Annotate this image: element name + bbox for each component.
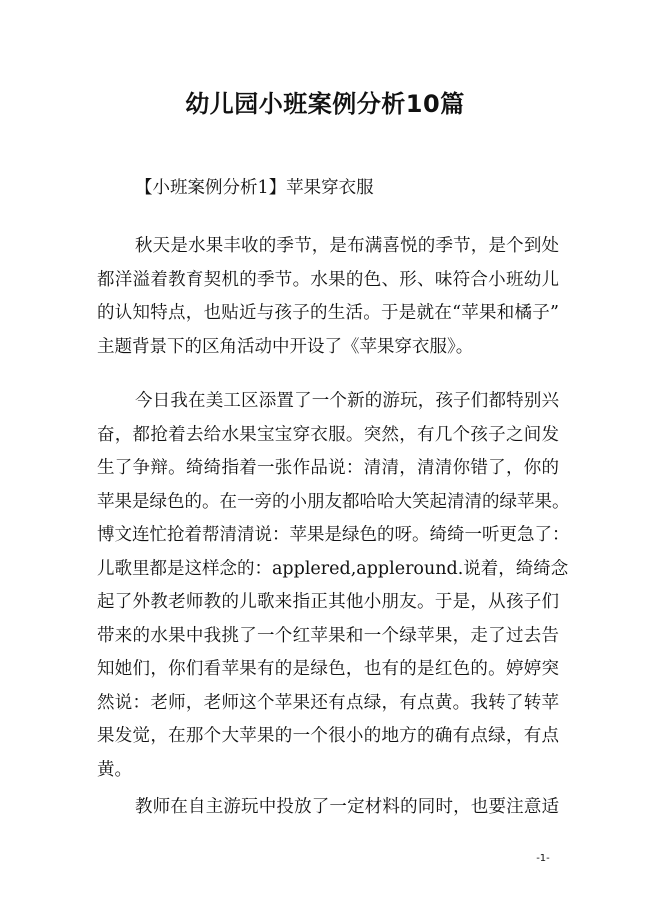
section-heading: 【小班案例分析1】苹果穿衣服 [135, 178, 374, 198]
paragraph-line: 果发觉，在那个大苹果的一个很小的地方的确有点绿，有点 [97, 726, 559, 746]
paragraph-line: 带来的水果中我挑了一个红苹果和一个绿苹果，走了过去告 [97, 625, 559, 646]
paragraph-line: 儿歌里都是这样念的：applered,appleround.说着，绮绮念 [97, 558, 569, 579]
paragraph-3 [97, 791, 559, 825]
paragraph-line: 秋天是水果丰收的季节，是布满喜悦的季节，是个到处 [135, 236, 559, 256]
page-number: -1- [536, 853, 550, 864]
paragraph-line: 苹果是绿色的。在一旁的小朋友都哈哈大笑起清清的绿苹果。 [97, 491, 570, 512]
paragraph-line: 都洋溢着教育契机的季节。水果的色、形、味符合小班幼儿 [97, 269, 559, 290]
paragraph-line: 博文连忙抢着帮清清说：苹果是绿色的呀。绮绮一听更急了： [97, 525, 570, 545]
paragraph-line: 黄。 [97, 759, 132, 780]
paragraph-line: 教师在自主游玩中投放了一定材料的同时，也要注意适 [135, 797, 559, 817]
paragraph-line: 生了争辩。绮绮指着一张作品说：清清，清清你错了，你的 [97, 458, 559, 478]
paragraph-line: 主题背景下的区角活动中开设了《苹果穿衣服》。 [97, 336, 474, 357]
paragraph-line: 然说：老师，老师这个苹果还有点绿，有点黄。我转了转苹 [97, 692, 559, 713]
paragraph-line: 知她们，你们看苹果有的是绿色，也有的是红色的。婷婷突 [97, 659, 559, 679]
document-title: 幼儿园小班案例分析10篇 [185, 90, 465, 118]
paragraph-line: 的认知特点，也贴近与孩子的生活。于是就在“苹果和橘子” [97, 303, 559, 323]
paragraph-line: 奋，都抢着去给水果宝宝穿衣服。突然，有几个孩子之间发 [97, 424, 559, 445]
paragraph-line: 起了外教老师教的儿歌来指正其他小朋友。于是，从孩子们 [97, 592, 559, 612]
paragraph-2 [97, 385, 570, 787]
paragraph-line: 今日我在美工区添置了一个新的游玩，孩子们都特别兴 [135, 391, 559, 411]
paragraph-1 [97, 230, 559, 364]
